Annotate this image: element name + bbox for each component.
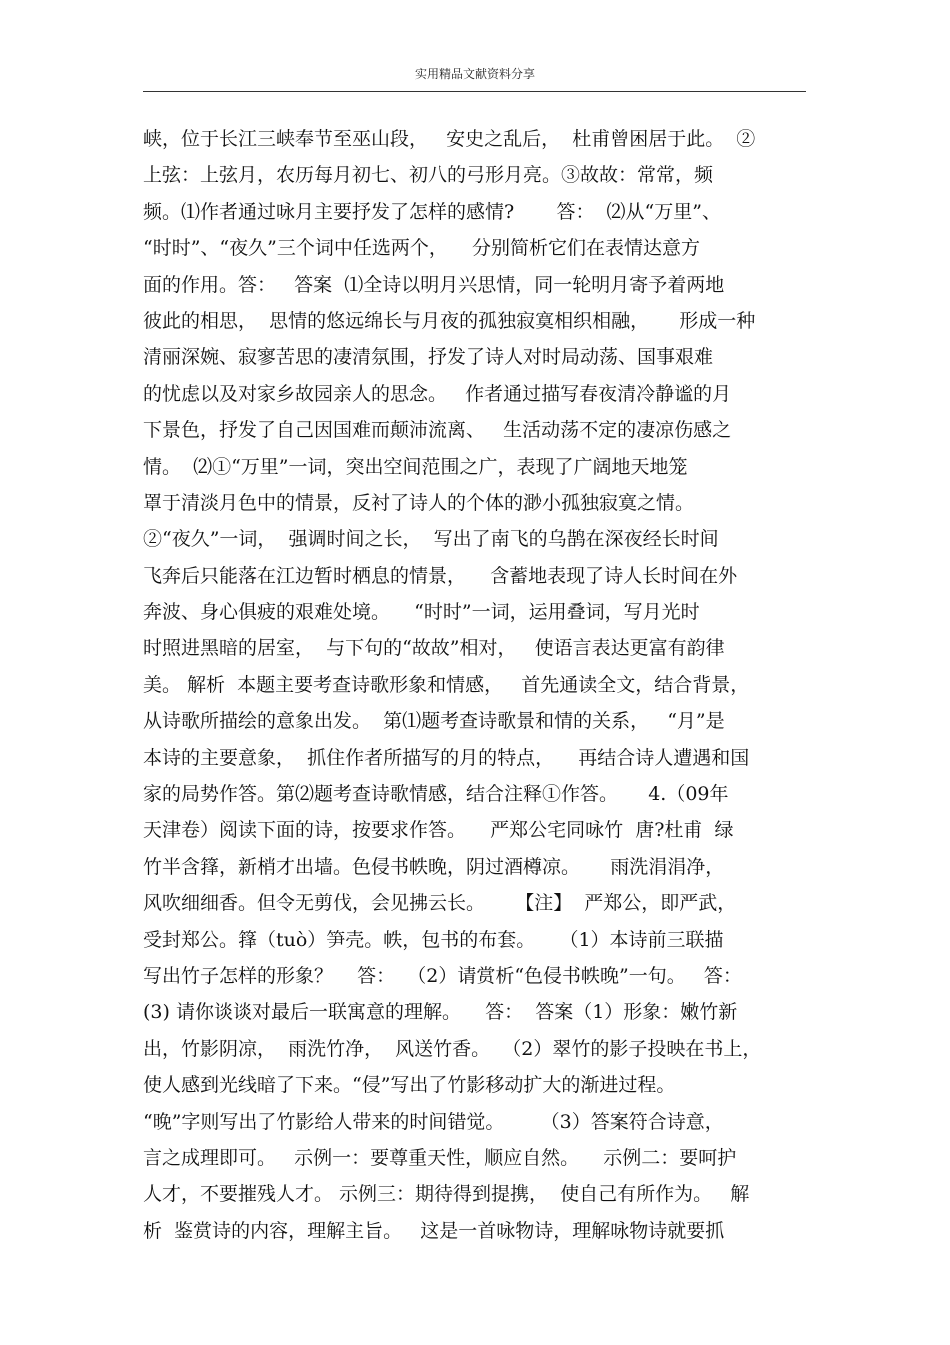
- text-line: 下景色，抒发了自己因国难而颠沛流离、 生活动荡不定的凄凉伤感之: [143, 419, 732, 442]
- text-line: 奔波、身心俱疲的艰难处境。 “时时”一词，运用叠词，写月光时: [143, 601, 700, 624]
- text-line: 的忧虑以及对家乡故园亲人的思念。 作者通过描写春夜清冷静谧的月: [143, 382, 732, 405]
- text-line: 析 鉴赏诗的内容，理解主旨。 这是一首咏物诗，理解咏物诗就要抓: [143, 1219, 725, 1242]
- text-line: 竹半含箨，新梢才出墙。色侵书帙晚，阴过酒樽凉。 雨洗涓涓净，: [143, 855, 725, 878]
- text-line: 天津卷）阅读下面的诗，按要求作答。 严郑公宅同咏竹 唐?杜甫 绿: [143, 819, 734, 842]
- text-line: 写出竹子怎样的形象？ 答： （2）请赏析“色侵书帙晚”一句。 答：: [143, 964, 742, 987]
- text-line: “时时”、“夜久”三个词中任选两个， 分别简析它们在表情达意方: [143, 237, 701, 260]
- text-line: 峡，位于长江三峡奉节至巫山段， 安史之乱后， 杜甫曾困居于此。 ②: [143, 128, 756, 150]
- text-line: 使人感到光线暗了下来。“侵”写出了竹影移动扩大的渐进过程。: [143, 1074, 676, 1097]
- text-line: 上弦：上弦月，农历每月初七、初八的弓形月亮。③故故：常常，频: [143, 164, 714, 187]
- text-line: 从诗歌所描绘的意象出发。 第⑴题考查诗歌景和情的关系， “月”是: [143, 710, 725, 733]
- text-line: 罩于清淡月色中的情景，反衬了诗人的个体的渺小孤独寂寞之情。: [143, 491, 695, 514]
- text-line: 面的作用。答： 答案 ⑴全诗以明月兴思情，同一轮明月寄予着两地: [143, 273, 725, 296]
- text-line: “晚”字则写出了竹影给人带来的时间错觉。 （3）答案符合诗意，: [143, 1110, 724, 1133]
- text-line: 时照进黑暗的居室， 与下句的“故故”相对， 使语言表达更富有韵律: [143, 637, 725, 660]
- text-line: 美。 解析 本题主要考查诗歌形象和情感， 首先通读全文，结合背景，: [143, 673, 750, 696]
- text-line: (3) 请你谈谈对最后一联寓意的理解。 答： 答案（1）形象：嫩竹新: [143, 1001, 738, 1024]
- text-line: 言之成理即可。 示例一：要尊重天性，顺应自然。 示例二：要呵护: [143, 1146, 737, 1169]
- text-line: 风吹细细香。但令无剪伐，会见拂云长。 【注】 严郑公，即严武，: [143, 892, 737, 915]
- document-body: [143, 121, 808, 1249]
- text-line: 清丽深婉、寂寥苦思的凄清氛围，抒发了诗人对时局动荡、国事艰难: [143, 346, 714, 369]
- text-line: 受封郑公。箨（tuò）笋壳。帙，包书的布套。 （1）本诗前三联描: [143, 928, 724, 951]
- header-divider: [143, 91, 806, 92]
- text-line: 出，竹影阴凉， 雨洗竹净， 风送竹香。 （2）翠竹的影子投映在书上，: [143, 1037, 762, 1060]
- text-line: 飞奔后只能落在江边暂时栖息的情景， 含蓄地表现了诗人长时间在外: [143, 564, 738, 587]
- text-line: 彼此的相思， 思情的悠远绵长与月夜的孤独寂寞相织相融， 形成一种: [143, 309, 756, 332]
- text-line: 人才，不要摧残人才。 示例三：期待得到提携， 使自己有所作为。 解: [143, 1183, 750, 1206]
- text-line: 频。⑴作者通过咏月主要抒发了怎样的感情? 答： ⑵从“万里”、: [143, 200, 721, 223]
- page-header: 实用精品文献资料分享: [414, 67, 535, 81]
- text-line: ②“夜久”一词， 强调时间之长， 写出了南飞的乌鹊在深夜经长时间: [143, 528, 719, 551]
- text-line: 家的局势作答。第⑵题考查诗歌情感，结合注释①作答。 4.（09年: [143, 783, 729, 806]
- text-line: 情。 ⑵①“万里”一词，突出空间范围之广，表现了广阔地天地笼: [143, 455, 688, 478]
- text-line: 本诗的主要意象， 抓住作者所描写的月的特点， 再结合诗人遭遇和国: [143, 746, 750, 769]
